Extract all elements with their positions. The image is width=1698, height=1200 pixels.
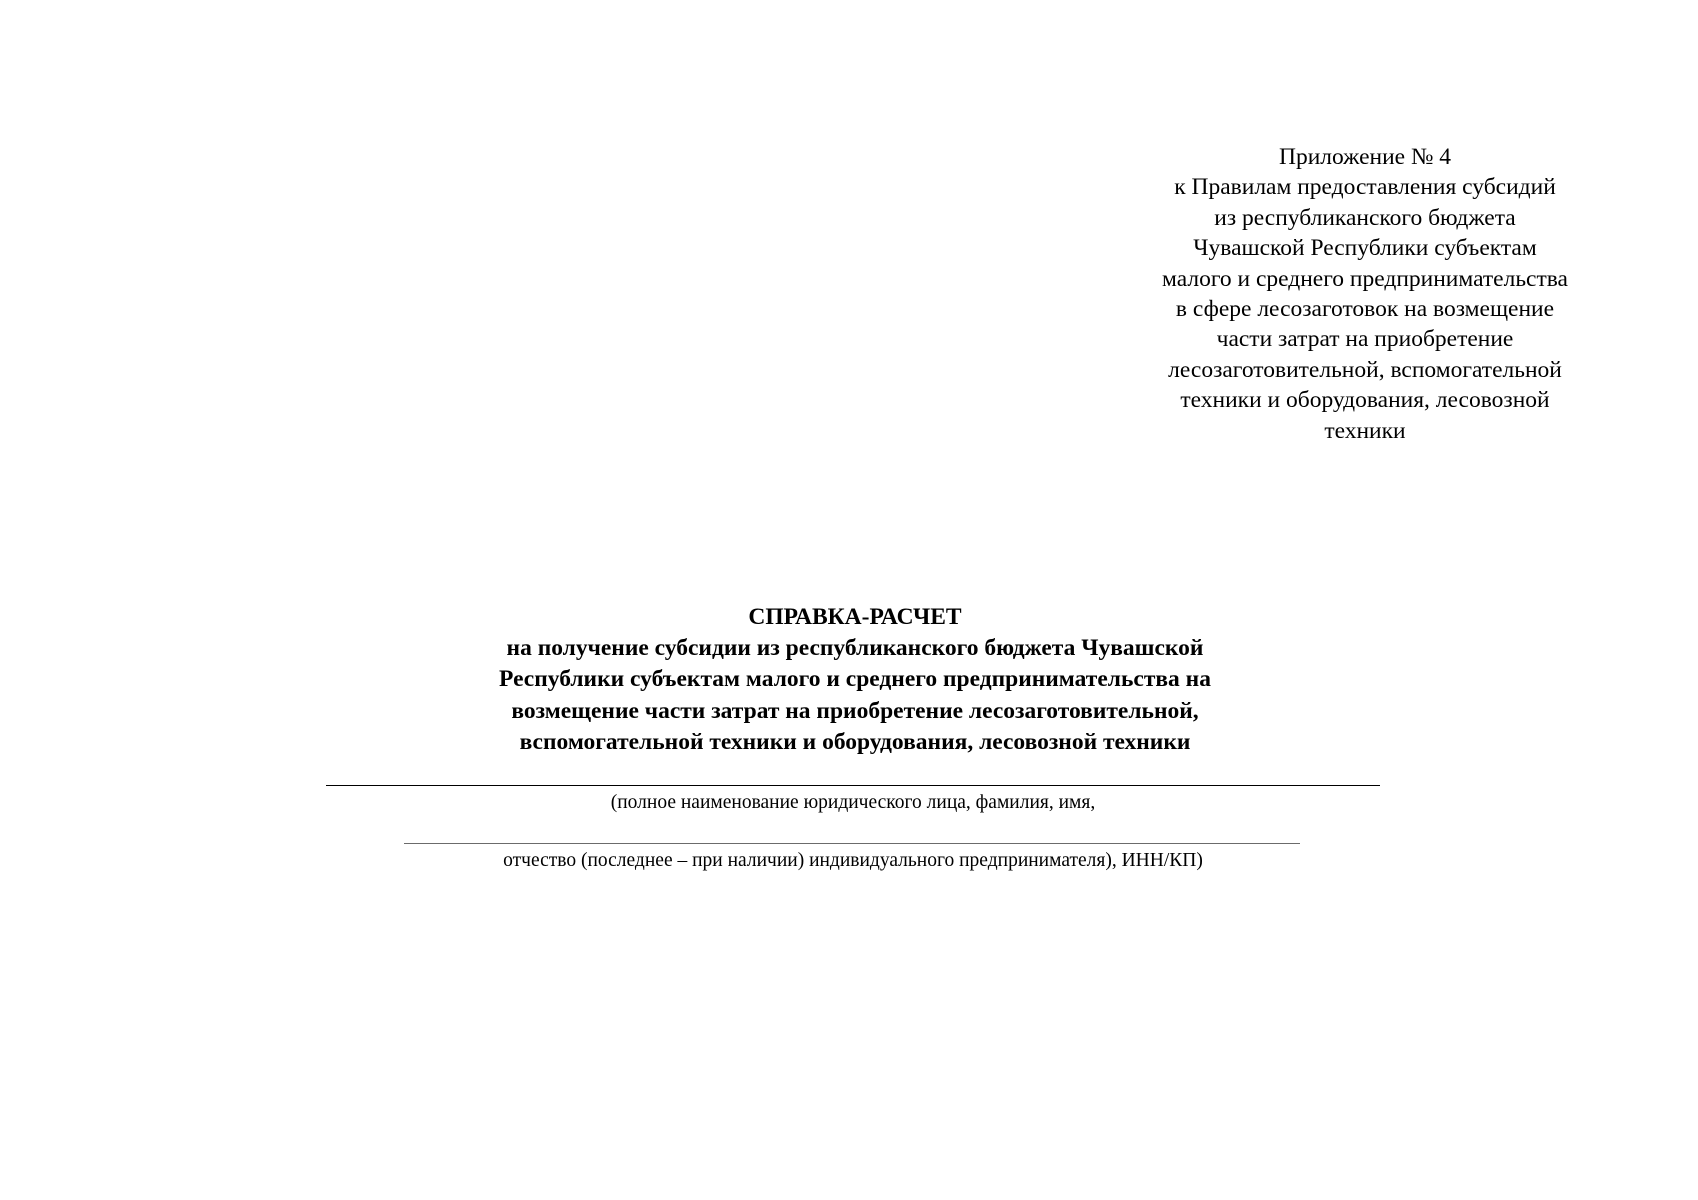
document-subtitle-line: возмещение части затрат на приобретение лесозаготовительной, [511, 697, 1199, 724]
entity-name-caption: (полное наименование юридического лица, фамилия, имя, [610, 792, 1096, 813]
appendix-header [1120, 142, 1610, 446]
appendix-line: к Правилам предоставления субсидий [1174, 174, 1556, 201]
appendix-line: малого и среднего предпринимательства [1162, 265, 1568, 292]
document-subtitle-line: Республики субъектам малого и среднего предпринимательства на [499, 666, 1211, 693]
document-subtitle-line: на получение субсидии из республиканского бюджета Чувашской [506, 635, 1204, 662]
entity-details-line[interactable] [404, 843, 1300, 844]
appendix-line: из республиканского бюджета [1214, 204, 1516, 231]
entity-name-line[interactable] [326, 785, 1380, 786]
appendix-line: техники и оборудования, лесовозной [1180, 387, 1550, 414]
appendix-line: Приложение № 4 [1278, 144, 1452, 170]
appendix-line: лесозаготовительной, вспомогательной [1168, 356, 1562, 383]
document-title [330, 602, 1380, 758]
document-heading: СПРАВКА-РАСЧЕТ [748, 604, 962, 630]
appendix-line: техники [1324, 417, 1406, 444]
document-subtitle-line: вспомогательной техники и оборудования, лесовозной техники [519, 728, 1191, 755]
entity-details-caption: отчество (последнее – при наличии) индивидуального предпринимателя), ИНН/КП) [503, 850, 1203, 871]
appendix-line: в сфере лесозаготовок на возмещение [1175, 296, 1555, 323]
appendix-line: Чувашской Республики субъектам [1193, 235, 1537, 262]
appendix-line: части затрат на приобретение [1216, 326, 1514, 353]
